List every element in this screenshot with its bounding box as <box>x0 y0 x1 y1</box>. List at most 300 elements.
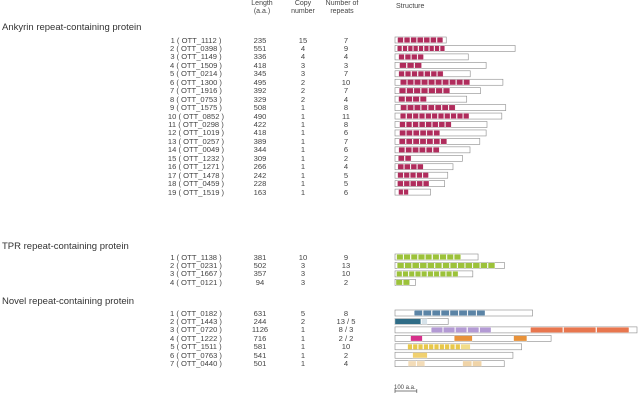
repeat-unit <box>406 130 412 135</box>
section-title: Novel repeat-containing protein <box>2 296 135 307</box>
repeat-unit <box>463 361 472 366</box>
copy-number-value: 2 <box>300 86 306 96</box>
repeat-unit <box>413 122 419 127</box>
copy-number-value: 3 <box>300 260 306 270</box>
repeat-unit <box>514 336 527 341</box>
repeat-unit <box>404 164 410 169</box>
repeat-count-value: 7 <box>343 35 349 45</box>
repeat-count-value: 3 <box>343 60 349 70</box>
length-value: 418 <box>253 128 267 138</box>
protein-id: 17 ( OTT_1478 ) <box>167 170 225 180</box>
copy-number-value: 1 <box>300 111 306 121</box>
length-value: 345 <box>253 69 267 79</box>
repeat-unit <box>458 263 465 268</box>
repeat-unit <box>434 130 440 135</box>
length-value: 94 <box>255 277 265 287</box>
repeat-unit <box>468 327 479 332</box>
copy-number-value: 1 <box>300 325 306 335</box>
repeat-unit <box>398 37 404 42</box>
repeat-unit <box>426 147 432 152</box>
repeat-unit <box>423 181 429 186</box>
repeat-unit <box>421 271 426 276</box>
repeat-unit <box>407 105 413 110</box>
repeat-count-value: 8 / 3 <box>338 325 354 335</box>
repeat-unit <box>457 80 463 85</box>
repeat-unit <box>414 80 420 85</box>
repeat-unit <box>434 344 439 349</box>
repeat-unit <box>419 147 425 152</box>
repeat-unit <box>407 80 413 85</box>
repeat-count-value: 11 <box>342 111 350 121</box>
section-title: Ankyrin repeat-containing protein <box>2 22 142 33</box>
repeat-count-value: 5 <box>343 179 349 189</box>
protein-id: 5 ( OTT_1511 ) <box>170 342 222 352</box>
repeat-unit <box>428 80 434 85</box>
repeat-unit <box>404 181 410 186</box>
repeat-unit <box>432 122 438 127</box>
length-value: 490 <box>253 111 267 121</box>
repeat-unit <box>531 327 563 332</box>
repeat-count-value: 13 <box>341 260 351 270</box>
repeat-unit <box>426 113 432 118</box>
repeat-unit <box>398 173 404 178</box>
protein-id: 7 ( OTT_0440 ) <box>170 359 222 369</box>
repeat-unit <box>405 71 411 76</box>
length-value: 551 <box>253 43 267 53</box>
repeat-unit <box>424 344 429 349</box>
repeat-unit <box>399 54 405 59</box>
repeat-unit <box>408 46 413 51</box>
repeat-count-value: 9 <box>343 43 349 53</box>
repeat-unit <box>428 271 433 276</box>
length-value: 501 <box>253 359 267 369</box>
repeat-unit <box>413 46 418 51</box>
repeat-unit <box>429 88 436 93</box>
length-value: 422 <box>253 120 267 129</box>
repeat-unit <box>400 130 406 135</box>
repeat-unit <box>406 122 412 127</box>
repeat-count-value: 4 <box>343 162 349 172</box>
copy-number-value: 1 <box>300 359 306 369</box>
repeat-unit <box>425 254 431 259</box>
copy-number-value: 15 <box>298 35 308 45</box>
length-value: 389 <box>253 136 267 146</box>
repeat-unit <box>413 139 419 144</box>
protein-id: 2 ( OTT_1443 ) <box>170 316 222 326</box>
repeat-unit <box>457 113 463 118</box>
repeat-unit <box>564 327 596 332</box>
protein-id: 1 ( OTT_1112 ) <box>170 35 222 45</box>
repeat-unit <box>426 122 432 127</box>
length-value: 418 <box>253 60 267 70</box>
repeat-unit <box>413 344 418 349</box>
repeat-unit <box>456 344 461 349</box>
repeat-count-value: 2 <box>343 153 349 163</box>
protein-id: 1 ( OTT_1138 ) <box>170 252 222 262</box>
repeat-unit <box>411 37 417 42</box>
repeat-count-value: 6 <box>343 128 349 138</box>
length-value: 502 <box>253 260 267 270</box>
length-value: 716 <box>253 333 267 343</box>
repeat-unit <box>424 37 430 42</box>
length-value: 163 <box>253 187 267 197</box>
repeat-count-value: 2 <box>343 277 349 287</box>
repeat-unit <box>404 254 410 259</box>
repeat-unit <box>403 280 409 285</box>
repeat-unit <box>456 327 467 332</box>
repeat-unit <box>440 344 445 349</box>
repeat-unit <box>405 263 412 268</box>
repeat-unit <box>411 54 417 59</box>
repeat-unit <box>397 271 402 276</box>
repeat-unit <box>473 361 482 366</box>
protein-id: 13 ( OTT_0257 ) <box>167 136 225 146</box>
length-value: 631 <box>253 308 267 318</box>
repeat-count-value: 4 <box>343 359 349 369</box>
length-value: 228 <box>253 179 267 189</box>
repeat-count-value: 6 <box>343 187 349 197</box>
protein-id: 15 ( OTT_1232 ) <box>167 153 225 163</box>
repeat-unit <box>413 113 419 118</box>
repeat-unit <box>453 271 458 276</box>
protein-id: 9 ( OTT_1575 ) <box>170 103 222 113</box>
repeat-unit <box>454 254 460 259</box>
repeat-count-value: 4 <box>343 94 349 104</box>
copy-number-value: 1 <box>300 342 306 352</box>
repeat-unit <box>400 113 406 118</box>
protein-id: 16 ( OTT_1271 ) <box>167 162 225 172</box>
protein-id: 10 ( OTT_0852 ) <box>167 111 225 121</box>
copy-number-value: 3 <box>300 269 306 279</box>
protein-id: 1 ( OTT_0182 ) <box>170 308 222 318</box>
copy-number-value: 1 <box>300 187 306 197</box>
repeat-unit <box>420 130 426 135</box>
repeat-unit <box>450 344 455 349</box>
protein-id: 3 ( OTT_1667 ) <box>170 269 222 279</box>
repeat-unit <box>404 173 410 178</box>
repeat-unit <box>418 254 424 259</box>
repeat-unit <box>421 80 427 85</box>
length-value: 1126 <box>251 325 269 335</box>
repeat-unit <box>412 147 418 152</box>
repeat-unit <box>401 105 407 110</box>
section-title: TPR repeat-containing protein <box>2 241 129 252</box>
repeat-count-value: 9 <box>343 252 349 262</box>
repeat-unit <box>422 319 428 324</box>
copy-number-value: 1 <box>300 153 306 163</box>
repeat-unit <box>437 71 443 76</box>
repeat-unit <box>435 105 441 110</box>
copy-number-value: 5 <box>300 308 306 318</box>
length-value: 357 <box>253 269 267 279</box>
repeat-unit <box>432 113 438 118</box>
length-value: 309 <box>253 153 267 163</box>
repeat-unit <box>414 88 421 93</box>
repeat-unit <box>417 361 425 366</box>
copy-number-value: 1 <box>300 350 306 360</box>
repeat-unit <box>408 361 416 366</box>
repeat-unit <box>445 122 451 127</box>
repeat-unit <box>406 147 412 152</box>
length-value: 242 <box>253 170 267 180</box>
protein-id: 8 ( OTT_0753 ) <box>170 94 222 104</box>
header-repeats-line2: repeats <box>330 8 354 15</box>
repeat-unit <box>461 344 470 349</box>
repeat-unit <box>397 46 402 51</box>
copy-number-value: 1 <box>300 128 306 138</box>
protein-id: 3 ( OTT_1149 ) <box>170 52 222 62</box>
repeat-unit <box>420 263 427 268</box>
repeat-unit <box>437 37 443 42</box>
repeat-unit <box>443 88 450 93</box>
repeat-unit <box>431 71 437 76</box>
copy-number-value: 1 <box>300 170 306 180</box>
scale-label: 100 a.a. <box>394 385 416 391</box>
repeat-count-value: 2 <box>343 350 349 360</box>
repeat-unit <box>449 80 455 85</box>
copy-number-value: 1 <box>300 120 306 129</box>
repeat-count-value: 10 <box>341 269 351 279</box>
repeat-unit <box>414 105 420 110</box>
header-repeats-line1: Number of <box>325 0 359 7</box>
repeat-unit <box>408 344 413 349</box>
repeat-unit <box>439 122 445 127</box>
repeat-unit <box>411 254 417 259</box>
repeat-unit <box>454 336 472 341</box>
repeat-unit <box>417 37 423 42</box>
repeat-unit <box>427 263 434 268</box>
repeat-unit <box>405 54 411 59</box>
repeat-unit <box>399 71 405 76</box>
repeat-unit <box>424 46 429 51</box>
repeat-unit <box>423 173 429 178</box>
repeat-unit <box>463 113 469 118</box>
copy-number-value: 1 <box>300 145 306 155</box>
header-copy-line1: Copy <box>294 0 312 7</box>
repeat-count-value: 8 <box>343 308 349 318</box>
repeat-unit <box>415 271 420 276</box>
repeat-unit <box>435 46 440 51</box>
header-structure: Structure <box>396 3 425 10</box>
repeat-unit <box>419 113 425 118</box>
protein-id: 7 ( OTT_1916 ) <box>170 86 222 96</box>
repeat-unit <box>459 310 467 315</box>
repeat-unit <box>451 113 457 118</box>
protein-id: 19 ( OTT_1519 ) <box>167 187 225 197</box>
repeat-count-value: 8 <box>343 103 349 113</box>
repeat-unit <box>395 319 421 324</box>
repeat-unit <box>440 271 445 276</box>
length-value: 495 <box>253 77 267 87</box>
repeat-unit <box>441 310 449 315</box>
repeat-unit <box>430 37 436 42</box>
repeat-unit <box>417 173 423 178</box>
copy-number-value: 1 <box>300 333 306 343</box>
copy-number-value: 3 <box>300 69 306 79</box>
repeat-unit <box>399 88 406 93</box>
header-length-line2: (a.a.) <box>253 8 271 15</box>
repeat-unit <box>403 271 408 276</box>
repeat-unit <box>435 80 441 85</box>
copy-number-value: 1 <box>300 162 306 172</box>
length-value: 541 <box>253 350 267 360</box>
repeat-unit <box>442 80 448 85</box>
repeat-count-value: 4 <box>343 52 349 62</box>
repeat-unit <box>414 310 422 315</box>
repeat-unit <box>397 181 403 186</box>
length-value: 266 <box>253 162 267 172</box>
copy-number-value: 1 <box>300 179 306 189</box>
repeat-unit <box>441 139 447 144</box>
repeat-unit <box>410 173 416 178</box>
repeat-unit <box>427 130 433 135</box>
repeat-count-value: 13 / 5 <box>336 316 356 326</box>
repeat-count-value: 5 <box>343 170 349 180</box>
repeat-unit <box>411 336 423 341</box>
repeat-unit <box>412 71 418 76</box>
repeat-count-value: 10 <box>341 77 351 87</box>
repeat-unit <box>413 130 419 135</box>
repeat-unit <box>399 147 405 152</box>
repeat-unit <box>411 164 417 169</box>
length-value: 235 <box>253 35 267 45</box>
repeat-unit <box>399 189 404 194</box>
repeat-unit <box>443 263 450 268</box>
repeat-unit <box>413 96 419 101</box>
repeat-unit <box>434 139 440 144</box>
repeat-count-value: 7 <box>343 136 349 146</box>
repeat-unit <box>419 122 425 127</box>
repeat-unit <box>418 71 424 76</box>
repeat-unit <box>442 105 448 110</box>
repeat-count-value: 8 <box>343 120 349 129</box>
repeat-count-value: 6 <box>343 145 349 155</box>
repeat-unit <box>400 63 407 68</box>
repeat-unit <box>407 113 413 118</box>
repeat-unit <box>480 327 491 332</box>
repeat-count-value: 7 <box>343 86 349 96</box>
protein-bar <box>395 45 515 51</box>
repeat-unit <box>421 105 427 110</box>
repeat-unit <box>406 96 412 101</box>
repeat-unit <box>431 327 442 332</box>
repeat-unit <box>438 113 444 118</box>
repeat-unit <box>404 37 410 42</box>
protein-id: 2 ( OTT_0398 ) <box>170 43 222 53</box>
length-value: 244 <box>253 316 267 326</box>
repeat-unit <box>405 156 411 161</box>
copy-number-value: 4 <box>300 52 306 62</box>
protein-id: 11 ( OTT_0298 ) <box>168 120 224 129</box>
repeat-unit <box>407 88 414 93</box>
length-value: 329 <box>253 94 267 104</box>
repeat-unit <box>421 88 428 93</box>
protein-id: 18 ( OTT_0459 ) <box>167 179 225 189</box>
repeat-unit <box>447 254 453 259</box>
repeat-unit <box>415 63 422 68</box>
copy-number-value: 1 <box>300 103 306 113</box>
copy-number-value: 10 <box>298 252 308 262</box>
repeat-unit <box>445 344 450 349</box>
repeat-unit <box>409 271 414 276</box>
protein-id: 4 ( OTT_1509 ) <box>170 60 222 70</box>
length-value: 581 <box>253 342 267 352</box>
repeat-unit <box>418 54 424 59</box>
repeat-unit <box>450 310 458 315</box>
repeat-unit <box>428 105 434 110</box>
repeat-unit <box>436 88 443 93</box>
repeat-unit <box>597 327 629 332</box>
repeat-unit <box>440 46 445 51</box>
copy-number-value: 1 <box>300 136 306 146</box>
repeat-unit <box>434 271 439 276</box>
repeat-unit <box>398 164 404 169</box>
repeat-unit <box>397 263 404 268</box>
length-value: 381 <box>253 252 267 262</box>
repeat-unit <box>481 263 488 268</box>
repeat-unit <box>440 254 446 259</box>
repeat-unit <box>410 181 416 186</box>
repeat-unit <box>400 80 406 85</box>
protein-id: 4 ( OTT_1222 ) <box>170 333 222 343</box>
protein-id: 4 ( OTT_0121 ) <box>170 277 222 287</box>
header-copy-line2: number <box>291 8 315 15</box>
repeat-unit <box>488 263 495 268</box>
repeat-unit <box>429 46 434 51</box>
length-value: 344 <box>253 145 267 155</box>
repeat-unit <box>406 139 412 144</box>
repeat-unit <box>413 353 428 358</box>
repeat-unit <box>468 310 476 315</box>
copy-number-value: 2 <box>300 316 306 326</box>
repeat-unit <box>420 96 426 101</box>
repeat-unit <box>446 271 451 276</box>
repeat-unit <box>403 46 408 51</box>
copy-number-value: 2 <box>300 94 306 104</box>
repeat-unit <box>399 96 405 101</box>
length-value: 508 <box>253 103 267 113</box>
repeat-count-value: 7 <box>343 69 349 79</box>
copy-number-value: 3 <box>300 277 306 287</box>
repeat-unit <box>412 263 419 268</box>
repeat-unit <box>418 344 423 349</box>
protein-id: 12 ( OTT_1019 ) <box>167 128 225 138</box>
repeat-unit <box>443 327 454 332</box>
repeat-unit <box>423 310 431 315</box>
length-value: 336 <box>253 52 267 62</box>
repeat-unit <box>445 113 451 118</box>
protein-id: 6 ( OTT_1300 ) <box>170 77 222 87</box>
repeat-unit <box>399 139 405 144</box>
repeat-unit <box>417 164 423 169</box>
protein-id: 5 ( OTT_0214 ) <box>170 69 222 79</box>
repeat-unit <box>398 156 404 161</box>
protein-id: 6 ( OTT_0763 ) <box>170 350 222 360</box>
repeat-unit <box>450 263 457 268</box>
repeat-unit <box>465 263 472 268</box>
repeat-unit <box>425 71 431 76</box>
length-value: 392 <box>253 86 267 96</box>
repeat-unit <box>435 263 442 268</box>
repeat-unit <box>397 254 403 259</box>
repeat-count-value: 2 / 2 <box>338 333 354 343</box>
repeat-unit <box>404 189 409 194</box>
repeat-unit <box>432 310 440 315</box>
copy-number-value: 2 <box>300 77 306 87</box>
repeat-count-value: 10 <box>341 342 351 352</box>
repeat-unit <box>419 46 424 51</box>
header-length-line1: Length <box>251 0 273 7</box>
